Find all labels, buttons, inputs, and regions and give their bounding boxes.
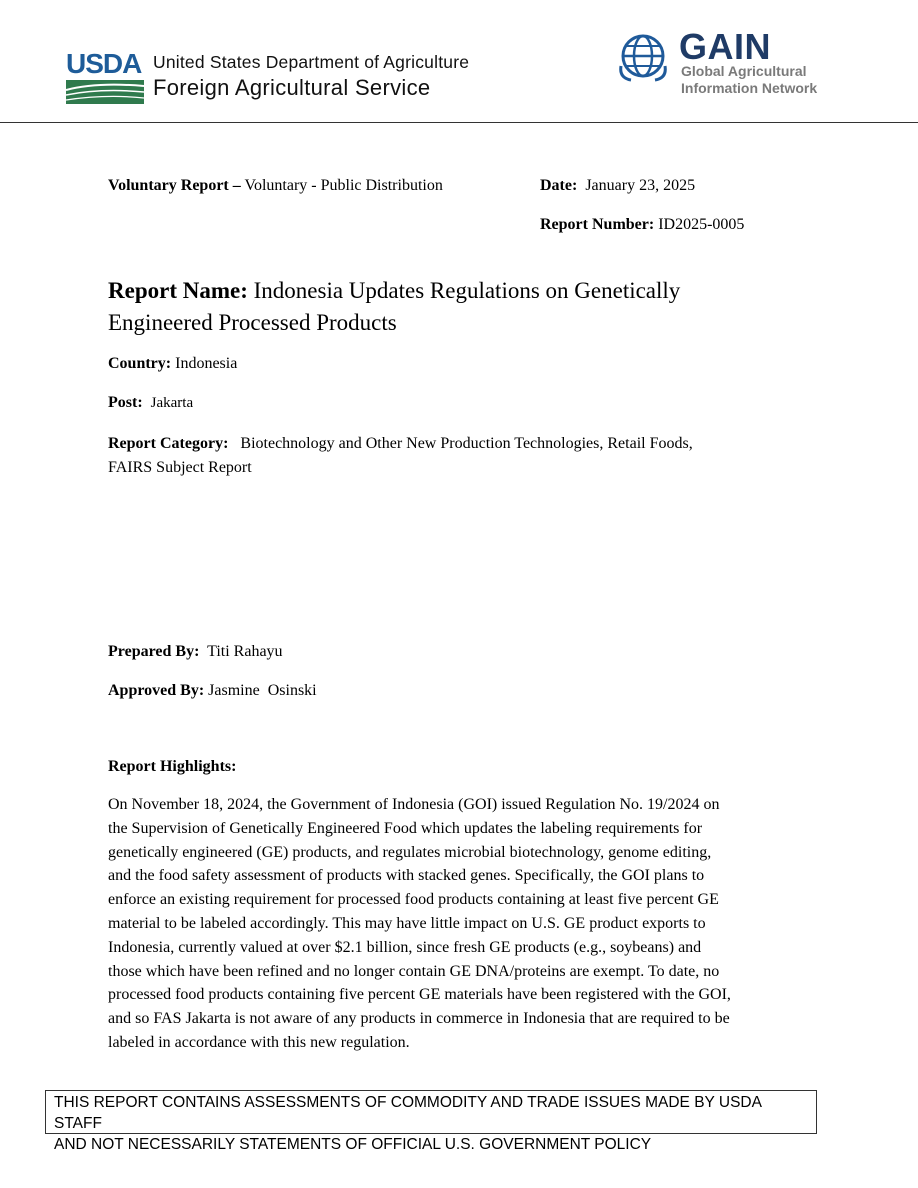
report-type	[108, 176, 443, 196]
prepared-value: Titi Rahayu	[207, 643, 283, 660]
highlights-line: Indonesia, currently valued at over $2.1 billion, since fresh GE products (e.g., soybeans) and	[108, 938, 702, 956]
report-number-value: ID2025-0005	[658, 216, 745, 233]
highlights-line: labeled in accordance with this new regulation.	[108, 1033, 410, 1051]
header-divider	[0, 122, 918, 123]
disclaimer-line2: AND NOT NECESSARILY STATEMENTS OF OFFICIAL U.S. GOVERNMENT POLICY	[54, 1136, 652, 1153]
highlights-line: On November 18, 2024, the Government of Indonesia (GOI) issued Regulation No. 19/2024 on	[108, 796, 720, 813]
approved-by	[108, 681, 317, 701]
highlights-heading: Report Highlights:	[108, 758, 237, 775]
highlights-line: those which have been refined and no longer contain GE DNA/proteins are exempt. To date, no	[108, 962, 720, 980]
gain-logo-title: GAIN	[679, 26, 771, 67]
category-line2: FAIRS Subject Report	[108, 459, 252, 476]
highlights-line: genetically engineered (GE) products, and regulates microbial biotechnology, genome editing,	[108, 843, 712, 861]
country	[108, 354, 237, 374]
usda-logo-icon	[66, 80, 144, 104]
globe-icon	[617, 32, 669, 84]
prepared-label: Prepared By:	[108, 643, 200, 660]
gain-logo-subtitle	[681, 63, 817, 97]
report-number	[540, 215, 744, 235]
report-name-line1: Indonesia Updates Regulations on Genetically	[253, 278, 681, 303]
highlights-line: the Supervision of Genetically Engineered Food which updates the labeling requirements for	[108, 819, 703, 837]
agency-line2: Foreign Agricultural Service	[153, 75, 431, 100]
country-value: Indonesia	[175, 355, 238, 372]
report-category	[108, 432, 693, 480]
post	[108, 393, 193, 413]
gain-sub-line2: Information Network	[681, 80, 818, 96]
category-line1: Biotechnology and Other New Production Technologies, Retail Foods,	[240, 435, 693, 452]
post-value: Jakarta	[150, 395, 194, 411]
prepared-by	[108, 642, 283, 662]
approved-label: Approved By:	[108, 682, 205, 699]
category-label: Report Category:	[108, 435, 229, 452]
report-type-value: Voluntary - Public Distribution	[244, 177, 443, 194]
highlights-line: and the food safety assessment of products with stacked genes. Specifically, the GOI plans to	[108, 867, 705, 885]
report-name	[108, 275, 748, 339]
usda-logo-text: USDA	[66, 48, 142, 79]
highlights-line: and so FAS Jakarta is not aware of any products in commerce in Indonesia that are required to be	[108, 1010, 730, 1028]
report-name-line2: Engineered Processed Products	[108, 310, 397, 335]
highlights-line: material to be labeled accordingly. This may have little impact on U.S. GE product exports to	[108, 914, 706, 932]
approved-value: Jasmine Osinski	[208, 682, 317, 699]
date-value: January 23, 2025	[585, 177, 696, 194]
agency-name	[153, 52, 469, 101]
disclaimer-line1: THIS REPORT CONTAINS ASSESSMENTS OF COMMODITY AND TRADE ISSUES MADE BY USDA STAFF	[54, 1094, 762, 1132]
disclaimer-box	[45, 1090, 817, 1153]
date-label: Date:	[540, 177, 578, 194]
agency-line1: United States Department of Agriculture	[153, 52, 470, 72]
highlights-line: processed food products containing five percent GE materials have been registered with the GOI,	[108, 986, 731, 1004]
report-date	[540, 176, 695, 196]
report-name-label: Report Name:	[108, 278, 248, 303]
post-label: Post:	[108, 394, 143, 411]
report-type-label: Voluntary Report –	[108, 177, 241, 194]
highlights-body	[108, 793, 820, 1055]
report-number-label: Report Number:	[540, 216, 655, 233]
gain-sub-line1: Global Agricultural	[681, 63, 807, 79]
highlights-line: enforce an existing requirement for processed food products containing at least five percent GE	[108, 891, 719, 909]
country-label: Country:	[108, 355, 172, 372]
